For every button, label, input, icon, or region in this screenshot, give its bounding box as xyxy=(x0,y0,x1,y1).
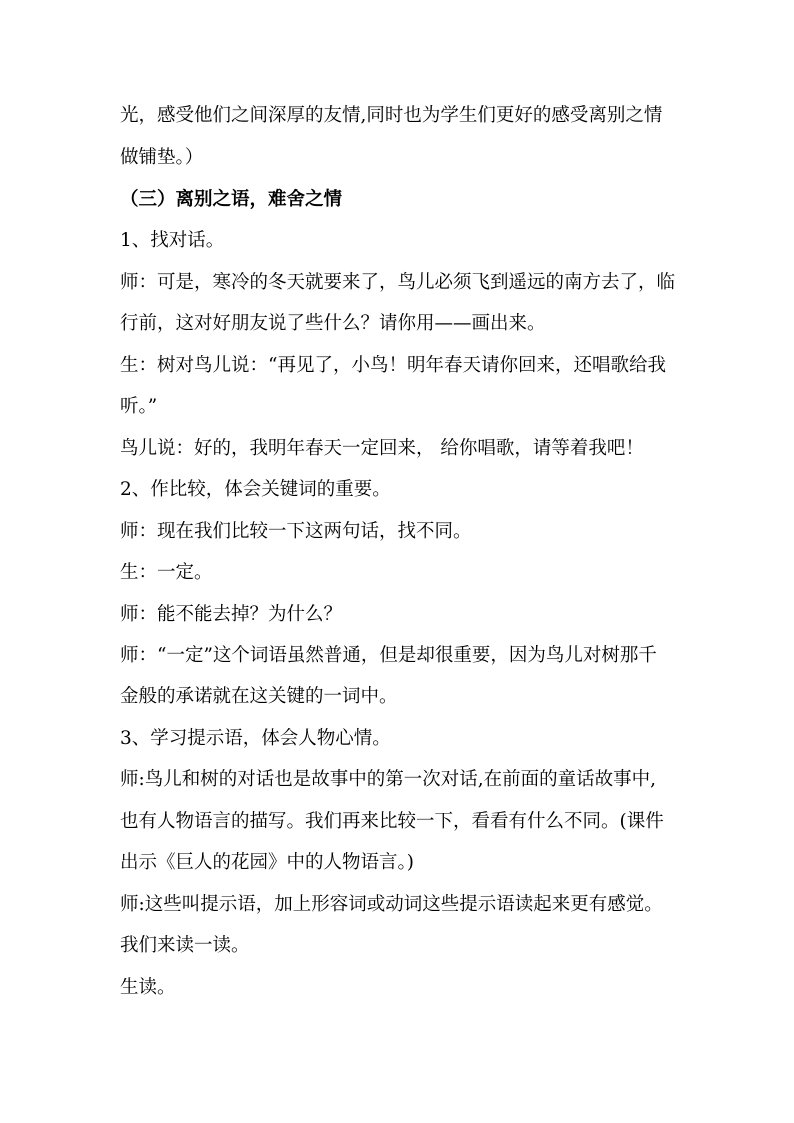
teacher-line-5b: 也有人物语言的描写。我们再来比较一下，看看有什么不同。(课件 xyxy=(120,811,664,832)
subheading-find-dialogue: 1、找对话。 xyxy=(120,230,225,251)
teacher-line-1a: 师：可是，寒冷的冬天就要来了，鸟儿必须飞到遥远的南方去了，临 xyxy=(120,272,676,293)
teacher-line-6a: 师:这些叫提示语，加上形容词或动词这些提示语读起来更有感觉。 xyxy=(120,894,663,915)
student-line-2: 生：一定。 xyxy=(120,562,213,583)
teacher-line-5a: 师:鸟儿和树的对话也是故事中的第一次对话,在前面的童话故事中, xyxy=(120,769,656,790)
teacher-line-6b: 我们来读一读。 xyxy=(120,935,250,956)
teacher-line-1b: 行前，这对好朋友说了些什么？请你用——画出来。 xyxy=(120,313,546,334)
teacher-line-4a: 师：“一定”这个词语虽然普通，但是却很重要，因为鸟儿对树那千 xyxy=(120,645,657,666)
subheading-prompts: 3、学习提示语，体会人物心情。 xyxy=(120,728,391,749)
student-line-1b: 听。” xyxy=(120,396,158,417)
teacher-line-3: 师：能不能去掉？为什么？ xyxy=(120,604,343,625)
teacher-line-2: 师：现在我们比较一下这两句话，找不同。 xyxy=(120,521,472,542)
teacher-line-4b: 金般的承诺就在这关键的一词中。 xyxy=(120,686,398,707)
student-line-3: 生读。 xyxy=(120,977,176,998)
teacher-line-5c: 出示《巨人的花园》中的人物语言。) xyxy=(120,852,414,873)
paragraph-line-1: 光，感受他们之间深厚的友情,同时也为学生们更好的感受离别之情 xyxy=(120,105,663,126)
subheading-compare: 2、作比较，体会关键词的重要。 xyxy=(120,479,391,500)
paragraph-line-2: 做铺垫。） xyxy=(120,147,204,168)
document-body xyxy=(120,96,680,1008)
bird-reply: 鸟儿说：好的，我明年春天一定回来， 给你唱歌，请等着我吧！ xyxy=(120,438,644,459)
student-line-1a: 生：树对鸟儿说：“再见了，小鸟！明年春天请你回来，还唱歌给我 xyxy=(120,355,666,376)
section-heading: （三）离别之语，难舍之情 xyxy=(120,189,343,210)
